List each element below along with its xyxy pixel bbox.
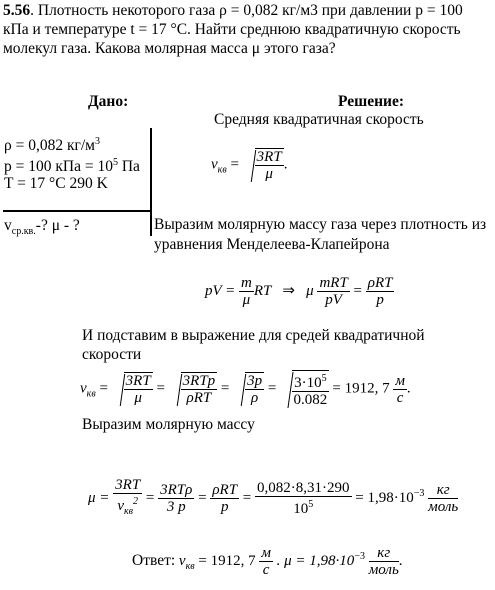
formula-vkv: $v_{кв}$ = $\frac{3RT}{\mu}$ . [211,149,288,182]
given-vertical-divider [150,128,152,236]
given-p-text: p = 100 кПа = 10 [4,158,113,176]
ans-unit-mol: моль [368,562,399,578]
f4-d4-base: 10 [293,501,309,517]
f4-eq3: = [242,489,252,506]
f2-eq: = [353,282,363,299]
f3-result: = 1912, 7 [332,380,390,397]
formula-vkv-calc: $v_{кв}$ = $\frac{3RT}{\mu}$ = $\frac{\text{3RTp}}{\text{ρRT}}$ = $\frac{3p}{\rho}$ = $\frac{3\cdot 10^5}{0.082}$ = 1912, 7 $\frac{м}{с}$ . [80,370,411,408]
given-rho-text: ρ = 0,082 кг/м [4,137,95,155]
f4-kv: кв [123,506,134,517]
given-find [4,217,80,241]
f4-mu: μ = [88,489,110,506]
f3-n1: 3RT [125,373,151,389]
f3-d1: μ [134,390,142,406]
f1-eq: = [230,156,239,173]
ans-unit-c: с [262,562,270,578]
f4-n1: 3RT [115,477,141,493]
given-p-unit: Па [117,158,140,176]
f2-arrow: ⇒ [282,282,295,299]
f4-frac2 [158,482,194,515]
f1-den: μ [265,166,273,182]
f4-n3: ρRT [212,482,238,498]
f4-sq: 2 [133,496,139,507]
f2-mRT: mRT [319,275,348,291]
f3-sqrt3 [233,372,264,406]
ans-mu-exp: −3 [354,550,365,562]
f4-frac1 [113,477,142,520]
text-express-molar-2: уравнения Менделеева-Клапейрона [154,236,390,253]
f3-frac4 [292,371,329,408]
f4-unit [428,482,458,515]
f4-d4 [255,497,352,517]
f3-eq2: = [156,380,165,397]
text-express-molar-mass: Выразим молярную массу [82,416,255,433]
f3-sqrt4 [280,370,329,408]
f3-sqrt2 [169,372,218,406]
f1-frac [255,149,284,182]
solution-heading: Средняя квадратичная скорость [214,111,424,128]
text-substitute-1: И подставим в выражение для средей квадратичной [82,327,425,344]
text-express-molar-1: Выразим молярную массу газа через плотность из [154,216,487,233]
given-rho [4,133,100,155]
f4-frac4 [255,480,352,517]
given-p-sup: 5 [112,157,118,168]
text-substitute-2: скорости [82,346,142,363]
f3-n4-base: 3·10 [294,375,322,391]
f3-n3: 3p [247,373,263,389]
f3-unit [393,373,407,406]
f2-pVden: pV [325,292,342,308]
f3-eq4: = [267,380,277,397]
f3-eq1: = [99,380,108,397]
f2-p: p [376,292,384,308]
f4-n2: 3RTρ [160,482,193,498]
f3-frac2 [181,373,218,406]
f4-eq2: = [198,489,207,506]
f2-frac3 [366,275,395,308]
f1-v: v [211,156,218,173]
ans-v-value: = 1912, 7 [198,552,256,569]
answer: Ответ: $v_{кв} = 1912$, 7 $\frac{м}{с}$ . $\mu = 1,98\cdot 10^{-3}$ $\frac{кг}{\text{моль}}$ . [132,545,403,578]
f4-unit-mol: моль [428,499,459,515]
ans-unit-v [259,545,273,578]
given-horizontal-divider [3,210,151,212]
given-pressure [4,154,140,176]
f4-result: = 1,98·10 [355,489,414,506]
answer-label: Ответ: [132,551,176,569]
find-rest: -? μ - ? [35,217,80,234]
f2-mu: μ [242,292,251,308]
f3-eq3: = [220,380,230,397]
given-title: Дано: [88,93,129,110]
problem-text-line3: молекул газа. Какова молярная масса μ этого газа? [3,40,336,57]
f4-d3: p [220,499,229,515]
f3-d4: 0.082 [293,392,328,408]
f2-frac1 [239,275,254,308]
ans-kv: кв [185,560,195,572]
ans-v: v [178,552,186,569]
f3-unit-c: с [396,389,404,406]
f4-eq1: = [145,489,155,506]
ans-unit-kg: кг [369,545,399,562]
given-temperature: T = 17 °C 290 K [4,175,108,192]
f3-n4-exp: 5 [321,373,327,384]
f4-result-exp: −3 [413,487,425,499]
f3-v: v [80,380,87,397]
problem-number: 5.56 [3,2,31,19]
f3-sqrt1 [112,372,153,406]
problem-text-line1: . Плотность некоторого газа ρ = 0,082 кг/м3 при давлении p = 100 [30,2,463,19]
f4-unit-kg: кг [428,482,458,499]
problem-text-line2: кПа и температуре t = 17 °C. Найти среднюю квадратичную скорость [3,21,461,38]
f4-frac3 [210,482,239,515]
formula-clapeyron [205,275,394,308]
find-v: v [4,217,12,234]
given-rho-sup: 3 [94,136,100,147]
f2-m: m [241,275,252,291]
f2-rhoRT: ρRT [367,275,393,291]
f1-num: 3RT [256,149,282,165]
f4-d1 [113,494,142,520]
f3-d2: ρRT [186,390,212,406]
f3-n2: 3RTp [182,373,216,389]
formula-mu-calc [88,477,458,520]
f2-pV: pV = [205,282,236,299]
f3-unit-m: м [395,372,405,389]
f3-d3: ρ [251,390,259,406]
ans-unit-m: м [261,545,271,561]
f1-sqrt [243,148,284,182]
f4-n4: 0,082·8,31·290 [257,480,350,496]
f2-frac2 [317,275,349,308]
f2-RT: RT [253,282,272,299]
f4-d4-exp: 5 [308,499,314,510]
ans-mu-value: . μ = 1,98·10 [276,552,355,569]
problem-statement [3,2,463,20]
f4-v2: v [117,498,124,514]
solution-title: Решение: [338,93,405,110]
f3-kv: кв [86,388,96,400]
f3-frac1 [124,373,153,406]
ans-unit-mu [369,545,399,578]
f3-n4 [292,371,329,392]
f3-frac3 [245,373,264,406]
find-sub: ср.кв. [11,226,36,238]
f2-mu2: μ [306,282,314,299]
f1-kv: кв [217,164,227,176]
f4-d2: 3 p [166,499,186,515]
